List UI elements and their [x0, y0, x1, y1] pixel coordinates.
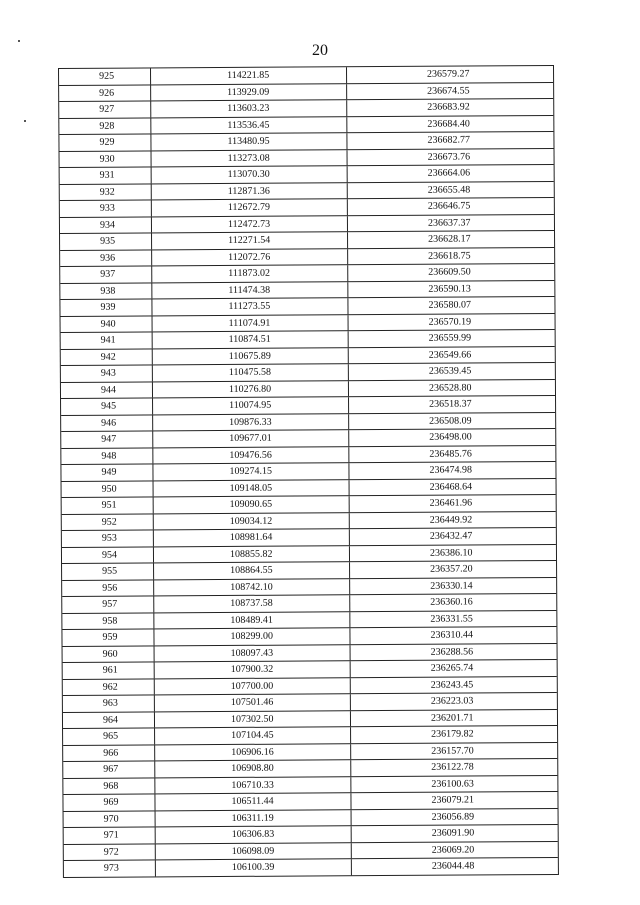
y-coordinate-cell: 236223.03 [430, 695, 474, 707]
x-coordinate-cell: 110675.89 [153, 348, 349, 365]
y-coordinate-cell: 236122.78 [431, 761, 474, 773]
y-coordinate-cell: 236386.10 [429, 546, 473, 559]
y-coordinate-cell: 236330.14 [430, 579, 473, 592]
x-coordinate-cell: 111474.38 [152, 282, 348, 299]
y-coordinate-cell: 236091.90 [431, 827, 475, 839]
point-number-cell: 958 [62, 613, 154, 629]
point-number-cell: 971 [64, 827, 156, 843]
x-coordinate-cell: 107900.32 [155, 661, 351, 678]
y-coordinate-cell: 236079.21 [431, 794, 475, 806]
point-number-cell: 943 [61, 365, 153, 381]
point-number-cell: 968 [63, 778, 155, 794]
x-coordinate-cell: 112871.36 [152, 183, 348, 200]
point-number-cell: 965 [63, 728, 155, 744]
x-coordinate-cell: 113273.08 [152, 150, 348, 167]
y-coordinate-cell: 236674.55 [427, 84, 470, 97]
y-coordinate-cell: 236157.70 [431, 744, 474, 757]
y-coordinate-cell: 236508.09 [429, 414, 472, 427]
x-coordinate-cell: 108737.58 [154, 595, 350, 612]
x-coordinate-cell: 110074.95 [153, 397, 349, 414]
y-coordinate-cell: 236579.27 [427, 68, 470, 80]
scan-mark [24, 120, 26, 122]
point-number-cell: 932 [60, 184, 152, 200]
point-number-cell: 939 [60, 299, 152, 315]
x-coordinate-cell: 108097.43 [155, 645, 351, 662]
y-coordinate-cell: 236683.92 [427, 101, 470, 113]
x-coordinate-cell: 113070.30 [152, 166, 348, 183]
x-coordinate-cell: 106710.33 [155, 777, 351, 794]
point-number-cell: 959 [62, 629, 154, 645]
y-coordinate-cell: 236549.66 [428, 348, 472, 361]
point-number-cell: 949 [61, 464, 153, 480]
y-coordinate-cell: 236655.48 [427, 183, 471, 196]
point-number-cell: 929 [59, 134, 151, 150]
x-coordinate-cell: 107700.00 [155, 678, 351, 695]
x-coordinate-cell: 107501.46 [155, 694, 351, 711]
point-number-cell: 942 [61, 349, 153, 365]
x-coordinate-cell: 106306.83 [156, 826, 352, 843]
x-coordinate-cell: 113603.23 [151, 100, 347, 117]
y-coordinate-cell: 236498.00 [429, 431, 472, 443]
y-coordinate-cell: 236637.37 [427, 216, 471, 229]
point-number-cell: 926 [59, 85, 151, 101]
coordinates-table [58, 65, 559, 878]
y-coordinate-cell: 236201.71 [430, 711, 474, 724]
x-coordinate-cell: 109090.65 [154, 496, 350, 513]
x-coordinate-cell: 113929.09 [151, 84, 347, 101]
x-coordinate-cell: 111873.02 [152, 265, 348, 282]
y-coordinate-cell: 236646.75 [427, 200, 471, 212]
point-number-cell: 934 [60, 217, 152, 233]
x-coordinate-cell: 108855.82 [154, 546, 350, 563]
point-number-cell: 940 [61, 316, 153, 332]
x-coordinate-cell: 106098.09 [156, 843, 352, 860]
y-coordinate-cell: 236056.89 [431, 810, 475, 823]
x-coordinate-cell: 107302.50 [155, 711, 351, 728]
point-number-cell: 972 [64, 844, 156, 860]
point-number-cell: 957 [62, 596, 154, 612]
point-number-cell: 936 [60, 250, 152, 266]
point-number-cell: 947 [61, 431, 153, 447]
point-number-cell: 948 [61, 448, 153, 464]
x-coordinate-cell: 114221.85 [151, 67, 347, 84]
y-coordinate-cell: 236559.99 [428, 332, 472, 344]
x-coordinate-cell: 108864.55 [154, 562, 350, 579]
y-coordinate-cell: 236590.13 [428, 282, 471, 295]
y-coordinate-cell: 236539.45 [428, 365, 472, 377]
point-number-cell: 953 [62, 530, 154, 546]
y-coordinate-cell: 236265.74 [430, 662, 474, 674]
y-coordinate-cell: 236331.55 [430, 612, 473, 625]
point-number-cell: 933 [60, 200, 152, 216]
x-coordinate-cell: 109274.15 [153, 463, 349, 480]
table-row [64, 858, 558, 878]
y-coordinate-cell: 236580.07 [428, 299, 471, 311]
x-coordinate-cell: 108489.41 [154, 612, 350, 629]
y-coordinate-cell: 236628.17 [428, 233, 471, 245]
y-coordinate-cell: 236449.92 [429, 513, 473, 526]
y-coordinate-cell: 236664.06 [427, 167, 471, 179]
point-number-cell: 937 [60, 266, 152, 282]
y-coordinate-cell: 236682.77 [427, 134, 470, 146]
x-coordinate-cell: 107104.45 [155, 727, 351, 744]
y-coordinate-cell: 236609.50 [428, 266, 471, 278]
point-number-cell: 935 [60, 233, 152, 249]
y-coordinate-cell: 236485.76 [429, 447, 472, 460]
point-number-cell: 954 [62, 547, 154, 563]
x-coordinate-cell: 108981.64 [154, 529, 350, 546]
x-coordinate-cell: 106908.80 [155, 760, 351, 777]
point-number-cell: 960 [63, 646, 155, 662]
x-coordinate-cell: 106311.19 [156, 810, 352, 827]
x-coordinate-cell: 109034.12 [154, 513, 350, 530]
y-coordinate-cell: 236673.76 [427, 150, 471, 163]
point-number-cell: 945 [61, 398, 153, 414]
x-coordinate-cell: 109148.05 [154, 480, 350, 497]
point-number-cell: 927 [59, 101, 151, 117]
y-coordinate-cell: 236310.44 [430, 629, 474, 641]
x-coordinate-cell: 106906.16 [155, 744, 351, 761]
point-number-cell: 956 [62, 580, 154, 596]
point-number-cell: 938 [60, 283, 152, 299]
x-coordinate-cell: 112472.73 [152, 216, 348, 233]
y-coordinate-cell: 236528.80 [428, 381, 472, 394]
x-coordinate-cell: 113480.95 [151, 133, 347, 150]
x-coordinate-cell: 108299.00 [154, 628, 350, 645]
x-coordinate-cell: 112072.76 [152, 249, 348, 266]
x-coordinate-cell: 109876.33 [153, 414, 349, 431]
point-number-cell: 973 [64, 860, 156, 876]
y-coordinate-cell: 236468.64 [429, 480, 473, 493]
point-number-cell: 951 [62, 497, 154, 513]
y-coordinate-cell: 236570.19 [428, 315, 472, 328]
y-coordinate-cell: 236288.56 [430, 645, 474, 658]
x-coordinate-cell: 112271.54 [152, 232, 348, 249]
x-coordinate-cell: 109476.56 [153, 447, 349, 464]
y-coordinate-cell: 236100.63 [431, 777, 474, 790]
x-coordinate-cell: 110475.58 [153, 364, 349, 381]
x-coordinate-cell: 111273.55 [152, 298, 348, 315]
point-number-cell: 925 [59, 68, 151, 84]
y-coordinate-cell: 236243.45 [430, 678, 474, 691]
x-coordinate-cell: 108742.10 [154, 579, 350, 596]
point-number-cell: 964 [63, 712, 155, 728]
point-number-cell: 961 [63, 662, 155, 678]
page-number: 20 [312, 42, 328, 59]
point-number-cell: 946 [61, 415, 153, 431]
x-coordinate-cell: 112672.79 [152, 199, 348, 216]
y-coordinate-cell: 236474.98 [429, 464, 472, 476]
x-coordinate-cell: 111074.91 [153, 315, 349, 332]
y-coordinate-cell: 236432.47 [429, 530, 473, 542]
y-coordinate-cell: 236357.20 [430, 563, 473, 575]
point-number-cell: 955 [62, 563, 154, 579]
point-number-cell: 952 [62, 514, 154, 530]
y-coordinate-cell: 236518.37 [429, 398, 472, 410]
point-number-cell: 950 [62, 481, 154, 497]
y-coordinate-cell: 236684.40 [427, 117, 470, 130]
y-coordinate-cell: 236360.16 [430, 596, 473, 608]
x-coordinate-cell: 113536.45 [151, 117, 347, 134]
point-number-cell: 969 [63, 794, 155, 810]
scan-mark [18, 40, 20, 42]
point-number-cell: 963 [63, 695, 155, 711]
point-number-cell: 930 [60, 151, 152, 167]
x-coordinate-cell: 106511.44 [155, 793, 351, 810]
point-number-cell: 966 [63, 745, 155, 761]
point-number-cell: 967 [63, 761, 155, 777]
y-coordinate-cell: 236044.48 [431, 860, 475, 872]
y-coordinate-cell: 236069.20 [431, 843, 475, 856]
point-number-cell: 931 [60, 167, 152, 183]
point-number-cell: 970 [64, 811, 156, 827]
point-number-cell: 941 [61, 332, 153, 348]
point-number-cell: 928 [59, 118, 151, 134]
y-coordinate-cell: 236618.75 [428, 249, 471, 262]
x-coordinate-cell: 110874.51 [153, 331, 349, 348]
point-number-cell: 944 [61, 382, 153, 398]
x-coordinate-cell: 110276.80 [153, 381, 349, 398]
x-coordinate-cell: 106100.39 [156, 859, 352, 876]
y-coordinate-cell: 236179.82 [431, 728, 474, 740]
point-number-cell: 962 [63, 679, 155, 695]
y-coordinate-cell: 236461.96 [429, 497, 473, 509]
x-coordinate-cell: 109677.01 [153, 430, 349, 447]
